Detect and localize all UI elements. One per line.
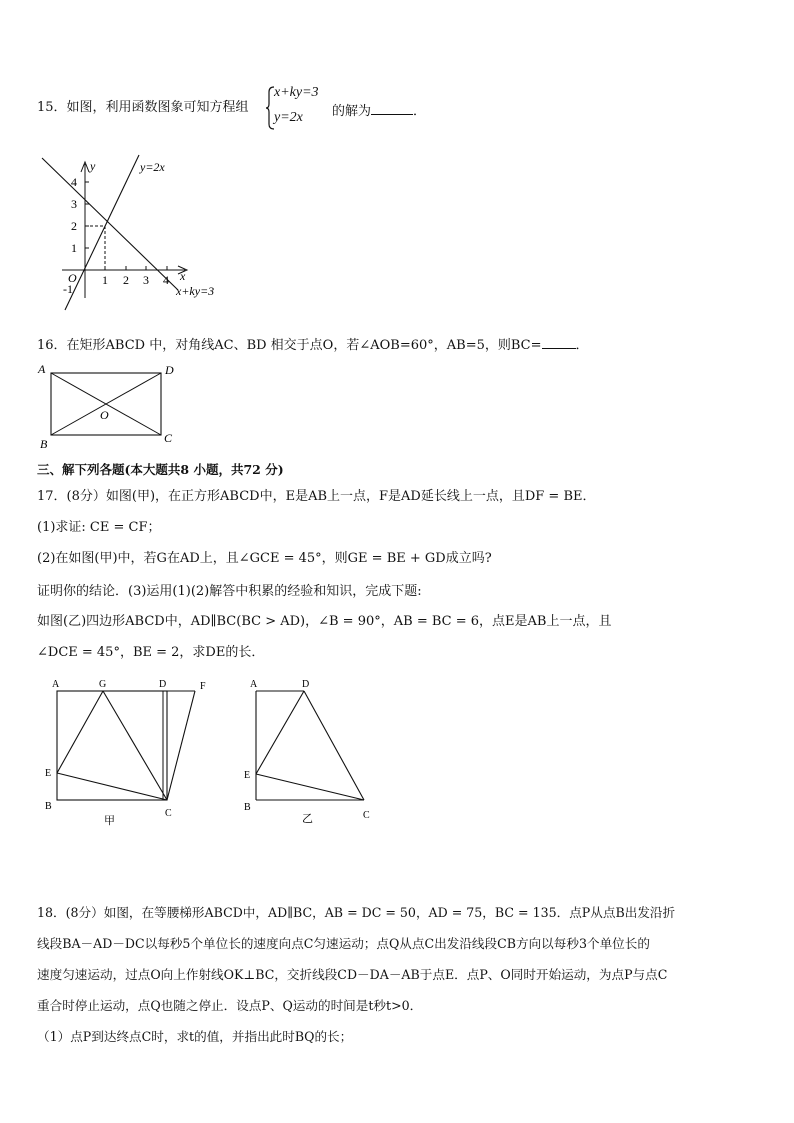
q16-answer-blank[interactable] (542, 335, 576, 349)
q16-number: 16． (37, 338, 67, 353)
q17-line4: 证明你的结论．(3)运用(1)(2)解答中积累的经验和知识，完成下题: (37, 584, 422, 599)
q15-line2-label: x+ky=3 (176, 284, 215, 298)
q15-x-tick-1: 1 (102, 273, 108, 287)
q17-yi-label-e: E (244, 770, 251, 781)
q17-jia-label-g: G (99, 679, 107, 690)
q17-jia-caption: 甲 (104, 815, 115, 827)
q15-text-after: 的解为 (332, 104, 372, 119)
q15-label-origin: O (68, 271, 77, 285)
q17-yi-ed (256, 691, 304, 774)
q16-label-o: O (100, 408, 109, 422)
q17-yi-ec (256, 774, 364, 800)
q16-label-c: C (164, 431, 173, 445)
q15-eq1: x+ky=3 (274, 85, 319, 100)
q15-y-tick-4: 4 (71, 175, 77, 189)
q17-line5: 如图(乙)四边形ABCD中，AD∥BC(BC > AD)，∠B = 90°，AB = BC = 6，点E是AB上一点，且 (37, 614, 612, 629)
q17-figure-jia (40, 676, 220, 831)
q17-jia-gc (103, 691, 167, 800)
q17-jia-label-a: A (52, 679, 60, 690)
q16-end: ． (575, 338, 589, 353)
q17-yi-label-a: A (250, 679, 258, 690)
q17-jia-cf (167, 691, 195, 800)
q17-yi-dc (304, 691, 364, 800)
q15-eq2: y=2x (274, 110, 303, 125)
q15-question (37, 101, 249, 114)
q18-line4: 重合时停止运动，点Q也随之停止．设点P、Q运动的时间是t秒t>0． (37, 998, 423, 1013)
q17-jia-ec (57, 773, 167, 800)
q15-label-y: y (90, 159, 96, 173)
q18-line1: 18．(8分）如图，在等腰梯形ABCD中，AD∥BC，AB = DC = 50，AD = 75，BC = 135．点P从点B出发沿折 (37, 905, 676, 920)
q17-jia-label-d: D (159, 679, 167, 690)
q15-y-tick-2: 2 (71, 219, 77, 233)
q15-number: 15． (37, 100, 67, 115)
q17-line2: (1)求证: CE = CF； (37, 520, 161, 535)
q15-y-tick-1: 1 (71, 241, 77, 255)
q16-rectangle-figure (34, 360, 184, 452)
q17-line6: ∠DCE = 45°，BE = 2，求DE的长． (37, 645, 265, 660)
q17-jia-label-f: F (200, 681, 206, 692)
q16-label-a: A (38, 362, 46, 376)
q15-x-tick-3: 3 (143, 273, 149, 287)
q17-yi-label-c: C (363, 810, 370, 821)
q15-line1-label: y=2x (140, 160, 165, 174)
q17-yi-caption: 乙 (302, 813, 313, 825)
q17-line3: (2)在如图(甲)中，若G在AD上，且∠GCE = 45°，则GE = BE + GD成立吗? (37, 551, 492, 566)
q17-jia-label-e: E (45, 768, 52, 779)
q16-label-b: B (40, 437, 48, 451)
q15-answer-blank[interactable] (371, 101, 413, 115)
q17-yi-label-d: D (302, 679, 310, 690)
q15-graph (30, 150, 240, 320)
q15-answer-line (332, 101, 426, 118)
q16-label-d: D (165, 363, 174, 377)
section-heading: 三、解下列各题(本大题共8 小题，共72 分) (37, 462, 284, 477)
q15-y-tick-3: 3 (71, 197, 77, 211)
q16-text: 在矩形ABCD 中，对角线AC、BD 相交于点O，若∠AOB=60°，AB=5，则BC= (66, 338, 542, 353)
q18-line3: 速度匀速运动，过点O向上作射线OK⊥BC，交折线段CD－DA－AB于点E．点P、O同时开始运动，为点P与点C (37, 967, 668, 982)
q17-jia-label-b: B (45, 801, 52, 812)
q17-jia-label-c: C (165, 808, 172, 819)
q17-yi-label-b: B (244, 802, 251, 813)
q15-label-x: x (180, 269, 186, 283)
q17-figure-yi (240, 676, 390, 831)
q16-question (37, 335, 589, 352)
q15-text-before: 如图，利用函数图象可知方程组 (66, 100, 249, 115)
q15-x-tick-4: 4 (163, 273, 169, 287)
q17-jia-eg (57, 691, 103, 773)
q15-x-tick-2: 2 (123, 273, 129, 287)
q17-line1: 17．(8分）如图(甲)，在正方形ABCD中，E是AB上一点，F是AD延长线上一点，且DF = BE． (37, 489, 596, 504)
q18-line5: （1）点P到达终点C时，求t的值，并指出此时BQ的长； (37, 1029, 353, 1044)
q15-x-neg-tick: -1 (63, 282, 73, 296)
q15-end: ． (413, 104, 427, 119)
q18-line2: 线段BA－AD－DC以每秒5个单位长的速度向点C匀速运动；点Q从点C出发沿线段CB方向以每秒3个单位长的 (37, 936, 650, 951)
